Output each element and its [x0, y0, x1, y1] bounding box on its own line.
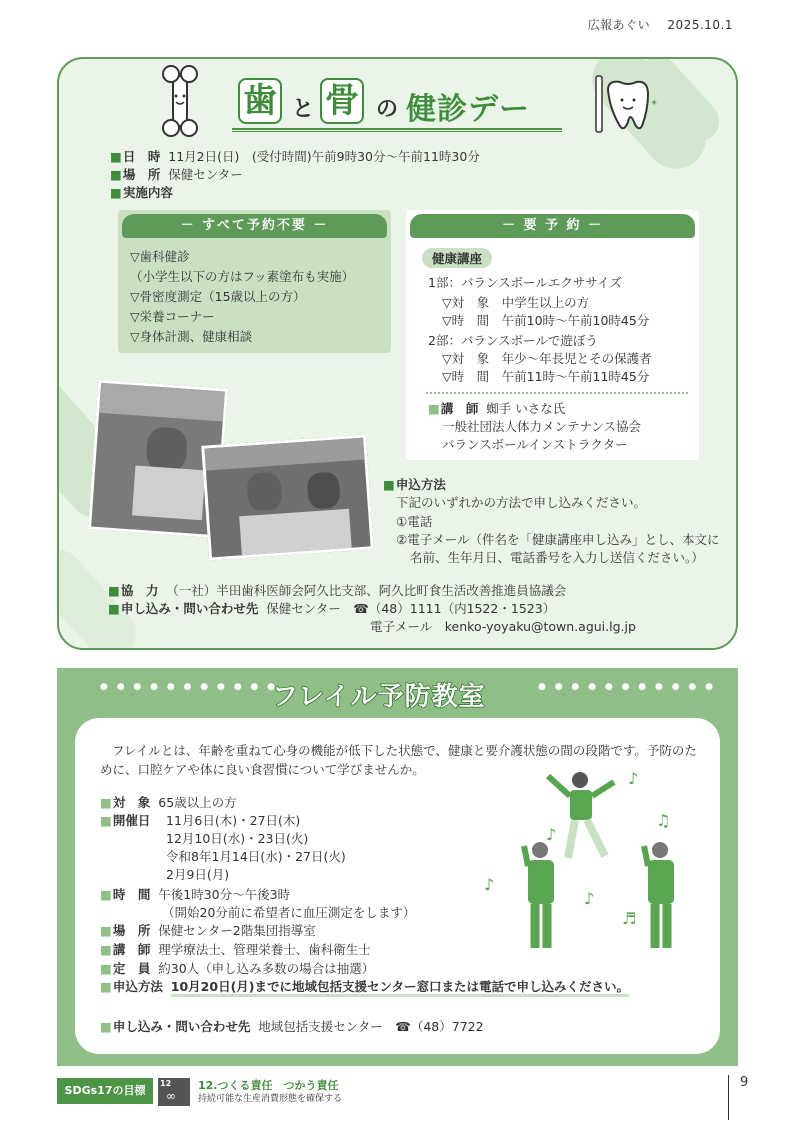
apply-line: 下記のいずれかの方法で申し込みください。	[396, 495, 647, 510]
cooperation-row: ■ 協 力 （一社）半田歯科医師会阿久比支部、阿久比町食生活改善推進員協議会	[108, 582, 566, 600]
list-item: ▽栄養コーナー	[130, 309, 215, 324]
page-header	[588, 16, 733, 33]
title-tooth-char: 歯	[238, 78, 282, 124]
checkup-date-row: ■ 日 時 11月2日(日) (受付時間)午前9時30分～午前11時30分	[110, 148, 480, 166]
page-number: 9	[740, 1075, 749, 1090]
reservation-box	[406, 210, 699, 460]
svg-text:♪: ♪	[484, 875, 495, 894]
checkup-content-row: ■ 実施内容	[110, 184, 173, 202]
frail-intro: フレイルとは、年齢を重ねて心身の機能が低下した状態で、健康と要介護状態の間の段階です。予防のた	[112, 743, 697, 758]
svg-text:♬: ♬	[622, 909, 637, 928]
lecturer-role: バランスボールインストラクター	[442, 437, 628, 452]
part2-target: ▽対 象 年少～年長児とその保護者	[442, 351, 652, 366]
bone-mascot-icon	[155, 62, 205, 142]
frail-time-row: ■ 時 間 午後1時30分～午後3時	[100, 886, 290, 904]
frail-apply-row: ■ 申込方法 10月20日(月)までに地域包括支援センター窓口または電話で申し込みください。	[100, 978, 629, 996]
frail-title: フレイル予防教室	[272, 682, 486, 712]
page-divider	[728, 1075, 729, 1120]
title-no: の	[376, 97, 399, 122]
checkup-title	[238, 78, 568, 128]
title-rest: 健診デー	[406, 92, 530, 127]
apply-line: ①電話	[396, 514, 433, 529]
part2-time: ▽時 間 午前11時～午前11時45分	[442, 369, 650, 384]
title-dots-left: ● ● ● ● ● ● ● ● ● ● ●	[100, 682, 278, 692]
frail-date: 令和8年1月14日(水)・27日(火)	[166, 849, 346, 864]
contact-row: ■ 申し込み・問い合わせ先 保健センター ☎（48）1111（内1522・1523）	[108, 600, 555, 618]
svg-text:♪: ♪	[546, 825, 557, 844]
svg-text:✦: ✦	[650, 98, 659, 109]
frail-date: 11月6日(木)・27日(木)	[166, 813, 301, 828]
exercise-people-illustration	[480, 768, 695, 958]
tooth-mascot-icon	[590, 70, 660, 140]
checkup-place-row: ■ 場 所 保健センター	[110, 166, 243, 184]
svg-text:♪: ♪	[584, 889, 595, 908]
list-item: ▽歯科健診	[130, 249, 190, 264]
part2: 2部：バランスボールで遊ぼう	[428, 333, 598, 348]
list-item: （小学生以下の方はフッ素塗布も実施）	[130, 269, 355, 284]
apply-label-row: ■ 申込方法	[383, 476, 446, 494]
frail-contact-row: ■ 申し込み・問い合わせ先 地域包括支援センター ☎（48）7722	[100, 1018, 484, 1036]
part1-target: ▽対 象 中学生以上の方	[442, 295, 590, 310]
svg-text:♫: ♫	[656, 811, 671, 830]
goal-desc: 持続可能な生産消費形態を確保する	[198, 1094, 343, 1104]
course-title: 健康講座	[422, 248, 492, 268]
apply-line: ②電子メール（件名を「健康講座申し込み」とし、本文に	[396, 532, 720, 547]
no-reservation-box	[118, 210, 391, 353]
publication-name: 広報あぐい	[587, 18, 651, 32]
lecturer-org: 一般社団法人体力メンテナンス協会	[442, 419, 642, 434]
part1-time: ▽時 間 午前10時～午前10時45分	[442, 313, 650, 328]
title-to: と	[292, 97, 315, 122]
title-bone-char: 骨	[320, 78, 364, 124]
sdgs-tag: SDGs17の目標	[57, 1078, 153, 1104]
apply-line: 名前、生年月日、電話番号を入力し送信ください。）	[410, 550, 704, 565]
frail-date: 12月10日(水)・23日(火)	[166, 831, 309, 846]
title-underline	[232, 128, 562, 132]
lecturer-row: ■ 講 師 蜘手 いさな氏	[428, 400, 565, 418]
frail-capacity-row: ■ 定 員 約30人（申し込み多数の場合は抽選）	[100, 960, 374, 978]
no-reservation-caption: － すべて予約不要 －	[122, 214, 387, 238]
list-item: ▽骨密度測定（15歳以上の方）	[130, 289, 306, 304]
sdg12-icon: 12 ∞	[158, 1078, 190, 1106]
email-row: 電子メール kenko-yoyaku@town.agui.lg.jp	[370, 619, 636, 634]
frail-place-row: ■ 場 所 保健センター2階集団指導室	[100, 922, 316, 940]
frail-target-row: ■ 対 象 65歳以上の方	[100, 794, 237, 812]
issue-date: 2025.10.1	[667, 18, 733, 32]
frail-time-note: （開始20分前に希望者に血圧測定をします）	[162, 905, 416, 920]
frail-intro: めに、口腔ケアや体に良い食習慣について学びませんか。	[100, 762, 425, 777]
list-item: ▽身体計測、健康相談	[130, 329, 253, 344]
divider	[426, 392, 688, 394]
frail-lecturer-row: ■ 講 師 理学療法士、管理栄養士、歯科衛生士	[100, 941, 371, 959]
reservation-caption: － 要 予 約 －	[410, 214, 695, 238]
checkup-photo-2	[201, 434, 374, 560]
frail-dates-row: ■ 開催日	[100, 812, 150, 830]
svg-text:♪: ♪	[628, 769, 639, 788]
part1: 1部：バランスボールエクササイズ	[428, 275, 622, 290]
frail-date: 2月9日(月)	[166, 867, 230, 882]
goal-title: 12.つくる責任 つかう責任	[198, 1079, 339, 1092]
title-dots-right: ● ● ● ● ● ● ● ● ● ● ●	[538, 682, 716, 692]
